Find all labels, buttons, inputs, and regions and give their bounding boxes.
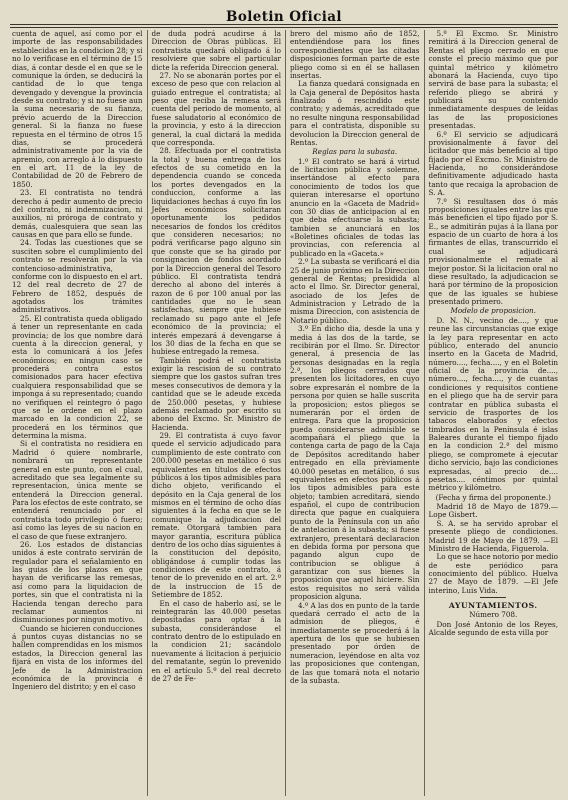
paragraph: 24. Todas las cuestiones que se susciten sobre el cumplimiento del contrato se resolverán por la via contencioso-administrativa, conforme con lo dispuesto en el art. 12 del real decreto de 27 de Febrero de 1852, después de agotados los trámites administrativos. xyxy=(12,238,143,315)
paragraph: 29. El contratista á cuyo favor quede el servicio adjudicado para cumplimiento de este contrato con 200.000 pesetas en metálico ó sus equivalentes en títulos de efectos públicos á los tipos admisibles para dicho objeto, verificando el depósito en la Caja general de los mismos en el término de ocho días siguientes á la fecha en que se le comunique la adjudicacion del remate. Otorgará tambien para mayor garantía, escritura pública dentro de los ocho días siguientes á la constitucion del depósito, obligándose á cumplir todas las condiciones de este contrato, á tenor de lo prevenido en el art. 2.º de la instruccion de 15 de Setiembre de 1852. xyxy=(151,431,282,600)
paragraph: de duda podrá acudirse á la Direccion de Obras públicas. El contratista quedará obligado á lo resolviere que sobre el particular dicte la referida Direccion general. xyxy=(151,30,281,72)
masthead xyxy=(0,6,568,24)
paragraph: 27. No se abonarán portes por el exceso de peso que con relacion al guiado entregue el contratista; al peso que reciba la remesa será cuenta del periodo de momento, al fuese saludatorio al económico de la provincia, y esto á la direccion general, la cual dictará la medida que corresponda. xyxy=(151,70,281,147)
paragraph: Si el contratista no residiera en Madrid ó quiere nombrarle, nombrará un representante general en este punto, con el cual, acreditado que sea legalmente su representacion, única mente se entenderá la Direccion general. Para los efectos de este contrato, se entenderá renunciado por el contratista todo privilegio ó fuero; así como las leyes de su nacion en el caso de que fuese extranjero. xyxy=(12,439,143,541)
date-line: Lo que se hace notorio por medio de este periódico para conocimiento del público. Huelva 27 de Mayo de 1879. —El Jefe interino, Luis Vida. xyxy=(428,552,558,595)
paragraph: 4.º A las dos en punto de la tarde quedará cerrado el acto de la admision de pliegos, é inmediatamente se procederá á la apertura de los que se hubiesen presentado por órden de numeracion, leyéndose en alta voz las proposiciones que contengan, de las que tomará nota el notario de la subasta. xyxy=(290,600,420,685)
paragraph: brero del mismo año de 1852, entendiéndose para los fines correspondientes que las citadas disposiciones forman parte de este pliego como si en él se hallasen insertas. xyxy=(290,30,420,80)
notice-number: Número 708. xyxy=(469,610,518,620)
column-1 xyxy=(8,30,147,796)
paragraph: 3.º En dicho dia, desde la una y media á las dos de la tarde, se recibirán por el Ilmo. Sr. Director general, á presencia de las personas designadas en la regla 2.ª, los pliegos cerrados que presenten los licitadores, en cuyo sobre expresarán el nombre de la persona por quien se halle suscrita la proposicion; estos pliegos se numerarán por el órden de entrega. Para que la proposicion pueda considerarse admisible se acompañará el pliego que la contenga carta de pago de la Caja de Depósitos acreditando haber entregado en ella prèviamente 40.000 pesetas en metálico, ó sus equivalentes en efectos públicos á los tipos admisibles para este objeto; tambien acreditará, siendo español, el cupo de contribucion directa que pague en cualquiera punto de la Península con un año de antelacion á la subasta; si fuese extranjero, presentará declaracion en debida forma por persona que pagando algun cupo de contribucion se obligue á garantizar con sus bienes la proposicion que aquel hiciere. Sin estos requisitos no será válida proposicion alguna. xyxy=(290,324,420,602)
column-4 xyxy=(424,30,563,796)
paragraph: 7.º Si resultasen dos ó más proposiciones iguales entre las que más beneficien el tipo fijado por S. E., se admitirán pujas á la llana por espacio de un cuarto de hora á los firmantes de ellas, transcurrido el cual se adjudicará provisionalmente el remate al mejor postor. Si la licitacion oral no diese resultado, la adjudicacion se hará por término de la proposicion que de las iguales se hubiese presentado primero. xyxy=(428,196,558,306)
date-line: S. A. se ha servido aprobar el presente pliego de condiciones. Madrid 19 de Mayo de 1879. —El Ministro de Hacienda, Figuerola. xyxy=(428,518,558,553)
signature-note: (Fecha y firma del proponente.) xyxy=(435,492,551,502)
section-divider xyxy=(480,597,506,598)
header-rule xyxy=(10,24,558,25)
paragraph: D. N. N., vecino de...., y que reune las circunstancias que exige la ley para representar en acto público, enterado del anuncio inserto en la Gaceta de Madrid, número...., fecha...., y en el Boletin oficial de la provincia de...., número...., fecha...., y de cuantas condiciones y requisitos contiene en el pliego que ha de servir para contratar en pública subasta el servicio de trasportes de los tabacos elaborados y efectos timbrados en la Península é islas Baleares durante el tiempo fijado en la condicion 2.ª del mismo pliego, se compromete á ejecutar dicho servicio, bajo las condiciones expresadas, al precio de.... pesetas.... céntimos por quintal métrico y kilómetro. xyxy=(428,315,558,493)
paragraph: También podrá el contratista exigir la rescision de su contrato siempre que los gastos sufran tres meses consecutivos de demora y la cantidad que se le adeude exceda de 250.000 pesetas, y hubiese además reclamado por escrito su abono del Excmo. Sr. Ministro de Hacienda. xyxy=(151,355,281,432)
column-3 xyxy=(285,30,424,796)
paragraph: 28. Efectuada por el contratista la total y buena entrega de los efectos de su cometido en la dependencia cuando se conceda los portes devengados en la conduccion, conforme a las liquidaciones hechas á cuyo fin los Jefes económicos solicitaran oportunamente los pedidos necesarios de fondos los créditos que consideren necesarios; no podrá verificarse pago alguno sin que conste que se ha girado por consignacion de fondos acordado por la Direccion general del Tesoro público. El contratista tendrá derecho al abono del interés á razon de 6 por 100 anual por las cantidades que no le sean satisfechas, siempre que hubiese reclamado su pago ante el Jefe económico de la provincia; el interés empezará á devengarse á los 30 dias de la fecha en que se hubiese entregado la remesa. xyxy=(151,146,281,357)
paragraph: En el caso de haberlo así, se le reintegrarán las 40.000 pesetas depositadas para optar á la subasta, considerándose el contrato dentro de lo estipulado en la condicion 21; sacándolo nuevamente á licitacion á perjuicio del rematante, según lo prevenido en el artículo 5.º del real decreto de 27 de Fe- xyxy=(151,598,281,683)
paragraph: cuenta de aquel, así como por el importe de las responsabilidades establecidas en la condicion 28; y si no lo verificase en el término de 15 dias, á contar desde el en que se le comunique la órden, se deducirá la cantidad de lo que tenga devengado y devengue la provincia desde su contrato; y si no fuese aun la suma necesaria de su fianza, prévio acuerdo de la Direccion general. Si la fianza no fuese repuesta en el término de otros 15 dias, se procederá administrativamente por la via de apremio, con arreglo á lo dispuesto en el art. 11 de la ley de Contabilidad de 20 de Febrero de 1850. xyxy=(12,30,143,189)
model-heading: Modelo de proposicion. xyxy=(450,306,536,316)
date-line: Madrid 18 de Mayo de 1879.—Lope Gisbert. xyxy=(428,502,558,520)
paragraph: 23. El contratista no tendrá derecho á pedir aumento de precio del contrato, ni indemnizacion, ni auxilios, ni próroga de contrato y demás, cualesquiera que sean las causas en que para ello se funde. xyxy=(12,188,143,239)
paragraph: 25. El contratista queda obligado á tener un representante en cada provincia; de los que nombre dará cuenta á la direccion general, y esta lo comunicará á los Jefes económicos; en ningun caso se procederá contra estos comisionados para hacer efectiva cualquiera responsabilidad que se imponga á su representado; cuando no verifiquen el reintegro ó pago que se le ordene en el plazo marcado en la condicion 22, se procederá en los términos que determina la misma. xyxy=(12,313,143,440)
section-heading: Reglas para la subasta. xyxy=(312,147,398,157)
page-title: Boletin Oficial xyxy=(226,9,342,25)
paragraph: Don José Antonio de los Reyes, Alcalde segundo de esta villa por xyxy=(428,619,558,637)
column-2 xyxy=(147,30,286,796)
paragraph: 1.º El contrato se hará á virtud de licitacion pública y solemne, insertándose al efecto para conocimiento de todos los que quieran interesarse el oportuno anuncio en la «Gaceta de Madrid» con 30 dias de anticipacion al en que deba efectuarse la subasta; tambien se anunciará en los «Boletines oficiales de todas las provincias, con referencia al publicado en la «Gaceta.» xyxy=(290,156,420,258)
paragraph: 6.º El servicio se adjudicará provisionalmente á favor del licitador que más beneficio al tipo fijado por el Excmo. Sr. Ministro de Hacienda, no considerándose definitivamente adjudicado hasta tanto que recaiga la aprobacion de S. A. xyxy=(428,129,558,198)
paragraph: 5.º El Excmo. Sr. Ministro remitirá á la Direccion general de Rentas el pliego cerrado en que conste el precio máximo que por quintal métrico y kilómetro abonará la Hacienda, cuyo tipo servirá de base para la subasta; el referido pliego se abrirá y publicará su contenido inmediatamente despues de leídas las de las proposiciones presentadas. xyxy=(428,30,558,131)
section-heading: AYUNTAMIENTOS. xyxy=(448,601,538,611)
text-columns xyxy=(8,30,562,796)
paragraph: 26. Los estados de distancias unidos á este contrato servirán de regulador para el señalamiento en las guias de los plazos en que hayan de verificarse las remesas, así como para la liquidacion de portes, sin que el contratista ni la Hacienda tengan derecho para reclamar aumentos ni disminuciones por ningun motivo. xyxy=(12,539,143,625)
paragraph: Cuando se hicieren conducciones á puntos cuyas distancias no se hallen comprendidas en los mismos estados, la Direccion general las fijará en vista de los informes del Jefe de la Administracion económica de la provincia é Ingeniero del distrito; y en el caso xyxy=(12,623,143,692)
paragraph: La fianza quedará consignada en la Caja general de Depósitos hasta finalizado ó rescindido este contrato; y además, acreditado que no resulte ninguna responsabilidad para el contratista, disponible su devolucion la Direccion general de Rentas. xyxy=(290,79,420,147)
paragraph: 2.º La subasta se verificará el dia 25 de junio próximo en la Direccion general de Rentas; presidida al acto el Ilmo. Sr. Director general, asociado de los Jefes de Administracion y Letrado de la misma Direccion, con asistencia de Notario público. xyxy=(290,257,420,325)
header-rule xyxy=(10,27,558,28)
